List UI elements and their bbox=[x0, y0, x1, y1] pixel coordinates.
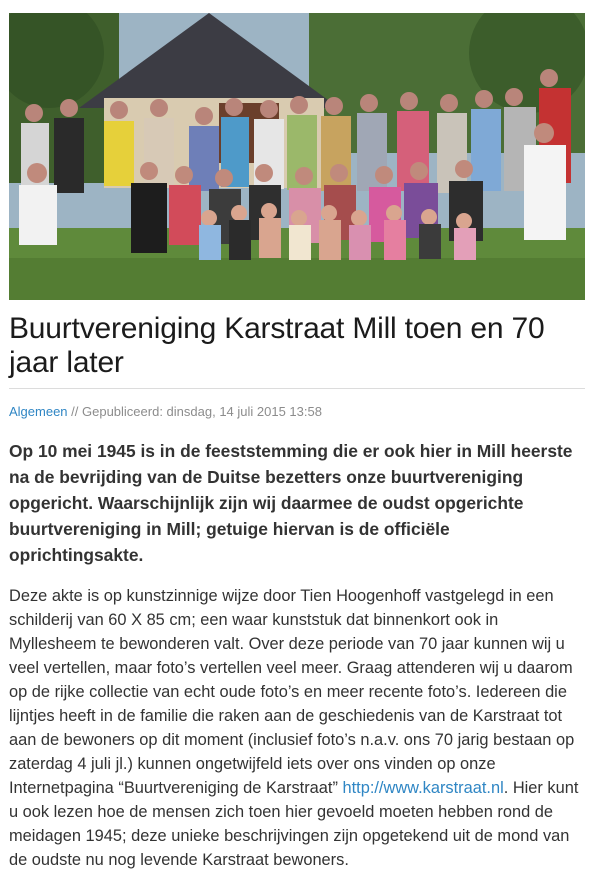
meta-separator: // bbox=[67, 404, 82, 419]
article-title: Buurtvereniging Karstraat Mill toen en 70 jaar later bbox=[9, 312, 545, 379]
group-photo-image bbox=[9, 13, 585, 300]
article-lead: Op 10 mei 1945 is in de feeststemming die er ook hier in Mill heerste na de bevrijding van de Duitse bezetters onze buurtvereniging opgericht. Waarschijnlijk zijn wij daarmee de oudst opgerichte buurtvereniging in Mill; getuige hiervan is de officiële oprichtingsakte. bbox=[9, 441, 573, 565]
body-text-1: Deze akte is op kunstzinnige wijze door Tien Hoogenhoff vastgelegd in een schilderij van 60 X 85 cm; een waar kunststuk dat binnenkort ook in Myllesheem te bewonderen valt. Over deze periode van 70 jaar kunnen wij u veel vertellen, maar foto’s vertellen veel meer. Graag attenderen wij u daarom op de rijke collectie van echt oude foto’s en meer recente foto’s. Iedereen die lijntjes heeft in de familie die raken aan de geschiedenis van de Karstraat tot aan de bewoners op dit moment (inclusief foto’s n.a.v. ons 70 jarig bestaan op zaterdag 4 juli jl.) kunnen ongetwijfeld iets over ons vinden op onze Internetpagina “Buurtvereniging de Karstraat” bbox=[9, 587, 575, 797]
category-link[interactable]: Algemeen bbox=[9, 404, 68, 419]
article-meta bbox=[9, 404, 322, 419]
website-link[interactable]: http://www.karstraat.nl bbox=[342, 779, 504, 797]
article-body bbox=[9, 584, 589, 872]
title-divider bbox=[9, 388, 585, 389]
published-date: Gepubliceerd: dinsdag, 14 juli 2015 13:58 bbox=[82, 404, 322, 419]
article-photo bbox=[9, 13, 585, 300]
body-text-2: . Hier kunt u ook lezen hoe de mensen zich toen hier gevoeld moeten hebben rond de meidagen 1945; deze unieke beschrijvingen zijn opgetekend uit de mond van de oudste nu nog levende Karstraat bewoners. bbox=[9, 779, 579, 869]
